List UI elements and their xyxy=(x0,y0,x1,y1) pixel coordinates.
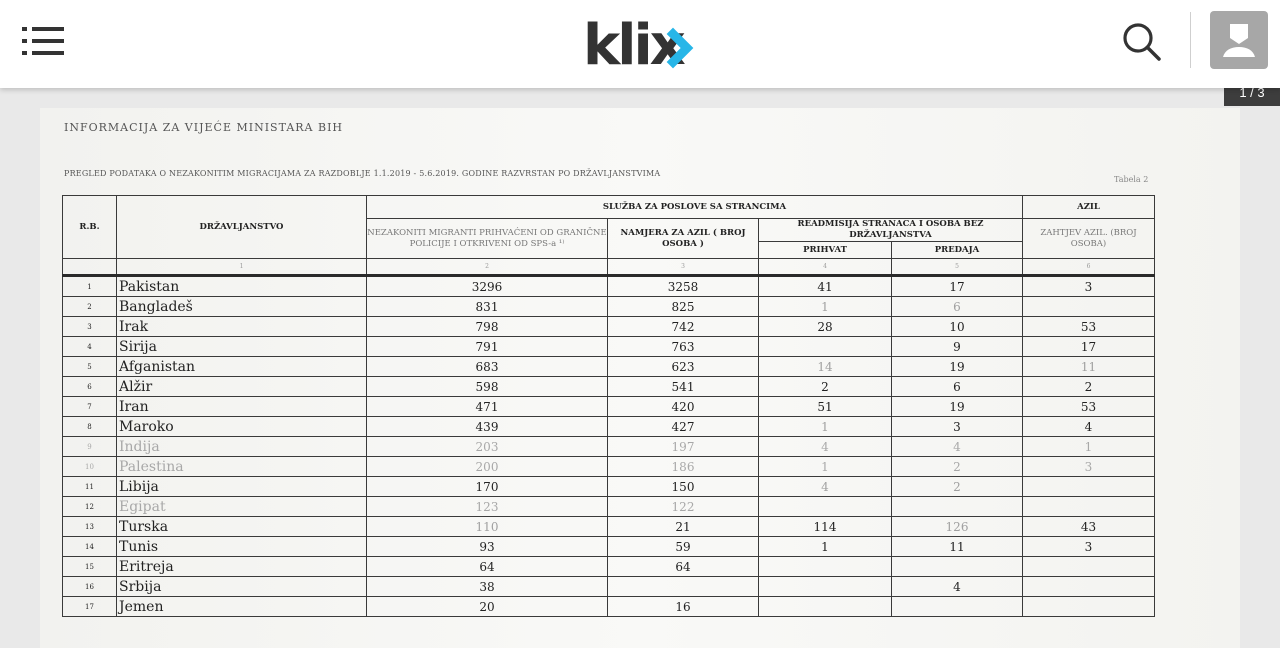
nezakoniti-cell: 200 xyxy=(367,457,608,477)
zahtjev-cell: 53 xyxy=(1023,397,1155,417)
zahtjev-cell: 43 xyxy=(1023,517,1155,537)
nezakoniti-cell: 439 xyxy=(367,417,608,437)
nezakoniti-cell: 471 xyxy=(367,397,608,417)
country-cell: Libija xyxy=(117,477,367,497)
predaja-cell: 19 xyxy=(892,397,1023,417)
predaja-cell: 10 xyxy=(892,317,1023,337)
table-row xyxy=(63,317,1155,337)
namjera-cell: 420 xyxy=(608,397,759,417)
prihvat-cell xyxy=(759,337,892,357)
country-cell: Eritreja xyxy=(117,557,367,577)
namjera-cell: 763 xyxy=(608,337,759,357)
zahtjev-cell: 3 xyxy=(1023,537,1155,557)
nezakoniti-cell: 110 xyxy=(367,517,608,537)
nezakoniti-cell: 798 xyxy=(367,317,608,337)
table-row xyxy=(63,557,1155,577)
namjera-cell: 825 xyxy=(608,297,759,317)
namjera-cell: 623 xyxy=(608,357,759,377)
row-number: 9 xyxy=(63,437,117,457)
header-azil: AZIL xyxy=(1023,196,1155,219)
gallery-counter: 1 / 3 xyxy=(1224,88,1280,106)
table-row xyxy=(63,577,1155,597)
row-number: 15 xyxy=(63,557,117,577)
predaja-cell: 3 xyxy=(892,417,1023,437)
nezakoniti-cell: 38 xyxy=(367,577,608,597)
country-cell: Palestina xyxy=(117,457,367,477)
predaja-cell: 6 xyxy=(892,297,1023,317)
table-row xyxy=(63,497,1155,517)
row-number: 2 xyxy=(63,297,117,317)
nezakoniti-cell: 20 xyxy=(367,597,608,617)
prihvat-cell: 1 xyxy=(759,537,892,557)
zahtjev-cell xyxy=(1023,497,1155,517)
header-readmisija: READMISIJA STRANACA I OSOBA BEZ DRŽAVLJANSTVA xyxy=(759,219,1023,242)
table-row xyxy=(63,276,1155,297)
prihvat-cell xyxy=(759,577,892,597)
namjera-cell: 21 xyxy=(608,517,759,537)
predaja-cell: 126 xyxy=(892,517,1023,537)
table-row xyxy=(63,517,1155,537)
header-rb: R.B. xyxy=(63,196,117,259)
top-navigation-bar xyxy=(0,0,1280,88)
table-row xyxy=(63,437,1155,457)
predaja-cell: 9 xyxy=(892,337,1023,357)
predaja-cell: 4 xyxy=(892,437,1023,457)
predaja-cell: 17 xyxy=(892,276,1023,297)
prihvat-cell: 28 xyxy=(759,317,892,337)
prihvat-cell: 114 xyxy=(759,517,892,537)
namjera-cell: 122 xyxy=(608,497,759,517)
nezakoniti-cell: 203 xyxy=(367,437,608,457)
zahtjev-cell xyxy=(1023,557,1155,577)
nezakoniti-cell: 123 xyxy=(367,497,608,517)
logo-text: klix xyxy=(583,13,683,72)
nezakoniti-cell: 93 xyxy=(367,537,608,557)
country-cell: Iran xyxy=(117,397,367,417)
zahtjev-cell: 4 xyxy=(1023,417,1155,437)
row-number: 17 xyxy=(63,597,117,617)
prihvat-cell: 4 xyxy=(759,437,892,457)
prihvat-cell: 41 xyxy=(759,276,892,297)
header-divider xyxy=(1190,12,1191,68)
predaja-cell: 2 xyxy=(892,477,1023,497)
column-number: 1 xyxy=(117,259,367,276)
predaja-cell: 2 xyxy=(892,457,1023,477)
user-icon[interactable] xyxy=(1210,11,1268,69)
tabela-label: Tabela 2 xyxy=(1114,175,1149,184)
nezakoniti-cell: 64 xyxy=(367,557,608,577)
country-cell: Tunis xyxy=(117,537,367,557)
zahtjev-cell xyxy=(1023,597,1155,617)
row-number: 6 xyxy=(63,377,117,397)
prihvat-cell xyxy=(759,557,892,577)
migration-table xyxy=(62,195,1155,617)
country-cell: Egipat xyxy=(117,497,367,517)
prihvat-cell: 4 xyxy=(759,477,892,497)
row-number: 10 xyxy=(63,457,117,477)
column-number: 3 xyxy=(608,259,759,276)
row-number: 4 xyxy=(63,337,117,357)
table-row xyxy=(63,537,1155,557)
namjera-cell: 186 xyxy=(608,457,759,477)
prihvat-cell: 51 xyxy=(759,397,892,417)
prihvat-cell: 1 xyxy=(759,417,892,437)
namjera-cell: 742 xyxy=(608,317,759,337)
zahtjev-cell xyxy=(1023,577,1155,597)
row-number: 16 xyxy=(63,577,117,597)
table-row xyxy=(63,377,1155,397)
header-zahtjev: ZAHTJEV AZIL. (BROJ OSOBA) xyxy=(1023,219,1155,259)
predaja-cell: 6 xyxy=(892,377,1023,397)
prihvat-cell: 14 xyxy=(759,357,892,377)
country-cell: Jemen xyxy=(117,597,367,617)
country-cell: Sirija xyxy=(117,337,367,357)
zahtjev-cell xyxy=(1023,297,1155,317)
prihvat-cell xyxy=(759,497,892,517)
zahtjev-cell: 3 xyxy=(1023,457,1155,477)
table-row xyxy=(63,457,1155,477)
search-icon[interactable] xyxy=(1118,18,1164,64)
namjera-cell: 64 xyxy=(608,557,759,577)
header-nezakoniti: NEZAKONITI MIGRANTI PRIHVAĆENI OD GRANIČNE POLICIJE I OTKRIVENI OD SPS-a ¹⁾ xyxy=(367,219,608,259)
table-row xyxy=(63,477,1155,497)
predaja-cell: 11 xyxy=(892,537,1023,557)
country-cell: Bangladeš xyxy=(117,297,367,317)
country-cell: Alžir xyxy=(117,377,367,397)
namjera-cell: 3258 xyxy=(608,276,759,297)
country-cell: Pakistan xyxy=(117,276,367,297)
zahtjev-cell: 2 xyxy=(1023,377,1155,397)
header-predaja: PREDAJA xyxy=(892,242,1023,259)
nezakoniti-cell: 3296 xyxy=(367,276,608,297)
nezakoniti-cell: 683 xyxy=(367,357,608,377)
column-number: 5 xyxy=(892,259,1023,276)
header-sluzba: SLUŽBA ZA POSLOVE SA STRANCIMA xyxy=(367,196,1023,219)
zahtjev-cell: 11 xyxy=(1023,357,1155,377)
country-cell: Maroko xyxy=(117,417,367,437)
predaja-cell xyxy=(892,497,1023,517)
table-row xyxy=(63,397,1155,417)
country-cell: Irak xyxy=(117,317,367,337)
prihvat-cell: 1 xyxy=(759,297,892,317)
zahtjev-cell xyxy=(1023,477,1155,497)
namjera-cell: 427 xyxy=(608,417,759,437)
column-number: 6 xyxy=(1023,259,1155,276)
table-row xyxy=(63,417,1155,437)
country-cell: Turska xyxy=(117,517,367,537)
country-cell: Srbija xyxy=(117,577,367,597)
nezakoniti-cell: 598 xyxy=(367,377,608,397)
country-cell: Indija xyxy=(117,437,367,457)
prihvat-cell: 1 xyxy=(759,457,892,477)
header-namjera: NAMJERA ZA AZIL ( BROJ OSOBA ) xyxy=(608,219,759,259)
table-row xyxy=(63,597,1155,617)
row-number: 8 xyxy=(63,417,117,437)
zahtjev-cell: 3 xyxy=(1023,276,1155,297)
namjera-cell: 59 xyxy=(608,537,759,557)
document-photo xyxy=(40,108,1240,648)
document-subtitle: PREGLED PODATAKA O NEZAKONITIM MIGRACIJAMA ZA RAZDOBLJE 1.1.2019 - 5.6.2019. GODINE RAZVRSTAN PO DRŽAVLJANSTVIMA xyxy=(64,169,661,178)
predaja-cell: 19 xyxy=(892,357,1023,377)
column-number: 4 xyxy=(759,259,892,276)
namjera-cell: 16 xyxy=(608,597,759,617)
table-row xyxy=(63,357,1155,377)
namjera-cell: 197 xyxy=(608,437,759,457)
nezakoniti-cell: 831 xyxy=(367,297,608,317)
row-number: 1 xyxy=(63,276,117,297)
row-number: 14 xyxy=(63,537,117,557)
zahtjev-cell: 53 xyxy=(1023,317,1155,337)
row-number: 3 xyxy=(63,317,117,337)
prihvat-cell: 2 xyxy=(759,377,892,397)
nezakoniti-cell: 791 xyxy=(367,337,608,357)
predaja-cell xyxy=(892,597,1023,617)
list-menu-icon[interactable] xyxy=(22,24,66,58)
predaja-cell xyxy=(892,557,1023,577)
row-number: 7 xyxy=(63,397,117,417)
prihvat-cell xyxy=(759,597,892,617)
country-cell: Afganistan xyxy=(117,357,367,377)
namjera-cell xyxy=(608,577,759,597)
predaja-cell: 4 xyxy=(892,577,1023,597)
header-drzavljanstvo: DRŽAVLJANSTVO xyxy=(117,196,367,259)
header-prihvat: PRIHVAT xyxy=(759,242,892,259)
namjera-cell: 150 xyxy=(608,477,759,497)
zahtjev-cell: 17 xyxy=(1023,337,1155,357)
column-number: 2 xyxy=(367,259,608,276)
nezakoniti-cell: 170 xyxy=(367,477,608,497)
row-number: 13 xyxy=(63,517,117,537)
zahtjev-cell: 1 xyxy=(1023,437,1155,457)
document-title: INFORMACIJA ZA VIJEĆE MINISTARA BIH xyxy=(64,121,344,134)
namjera-cell: 541 xyxy=(608,377,759,397)
row-number: 11 xyxy=(63,477,117,497)
table-row xyxy=(63,297,1155,317)
row-number: 5 xyxy=(63,357,117,377)
table-row xyxy=(63,337,1155,357)
row-number: 12 xyxy=(63,497,117,517)
klix-logo[interactable] xyxy=(583,12,703,72)
